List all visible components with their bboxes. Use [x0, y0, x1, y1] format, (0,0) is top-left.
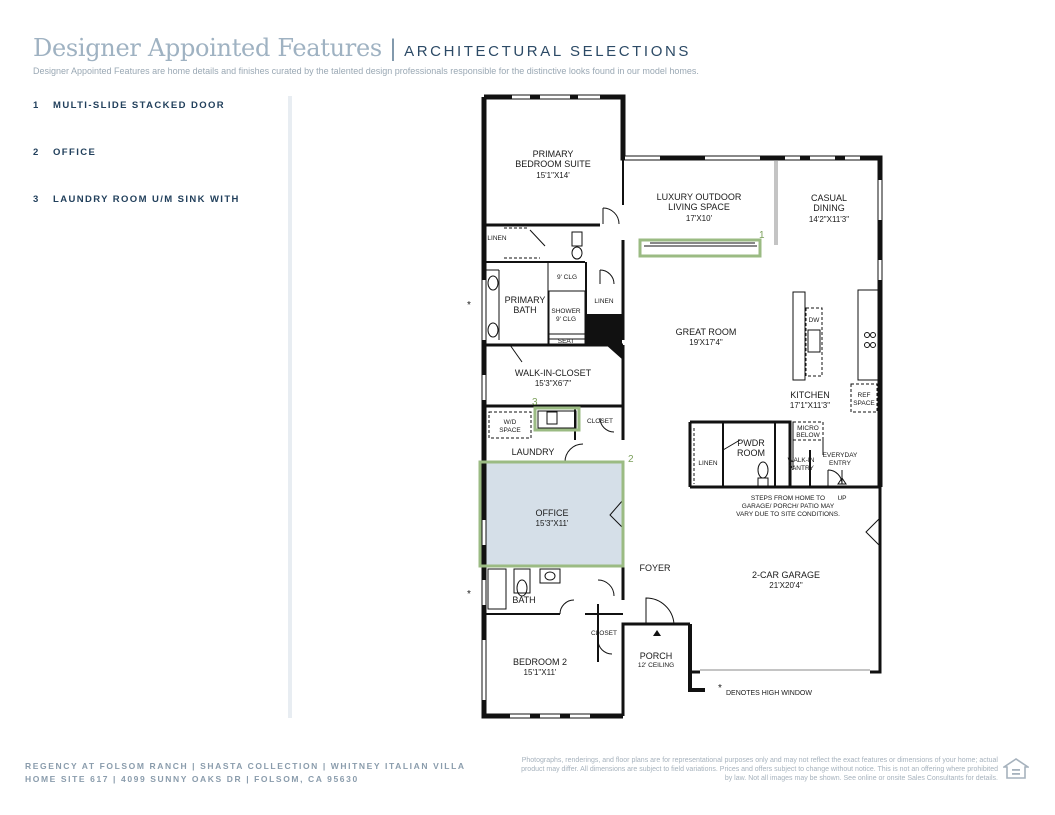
- small-label: SEAT: [557, 338, 575, 345]
- room-name: BATH: [512, 595, 536, 605]
- room-dims: 14'2"X11'3": [808, 215, 850, 224]
- steps-note-line: STEPS FROM HOME TO: [750, 495, 826, 502]
- high-window-asterisk: *: [718, 683, 722, 694]
- small-label: LINEN: [698, 460, 718, 467]
- high-window-asterisk: *: [467, 589, 471, 600]
- room-name: PORCH: [639, 651, 673, 661]
- room-name: ROOM: [737, 448, 765, 458]
- small-label: 9' CLG: [556, 274, 578, 281]
- room-name: WALK-IN-CLOSET: [514, 368, 592, 378]
- room-dims: 15'3"X11': [535, 519, 569, 528]
- small-label: ENTRY: [829, 460, 851, 467]
- small-label: SPACE: [853, 400, 875, 407]
- feature-label: OFFICE: [53, 147, 97, 158]
- footer-line-community: REGENCY AT FOLSOM RANCH | SHASTA COLLECTION | WHITNEY ITALIAN VILLA: [25, 761, 466, 771]
- room-name: BEDROOM SUITE: [515, 159, 591, 169]
- intro-text: Designer Appointed Features are home details and finishes curated by the talented design professionals responsible for the distinctive looks found in our model homes.: [33, 66, 699, 76]
- stacked-door-highlight: [640, 240, 760, 256]
- room-dims: 17'1"X11'3": [789, 401, 831, 410]
- small-label: SPACE: [499, 427, 521, 434]
- room-name: LUXURY OUTDOOR: [656, 192, 742, 202]
- small-label: MICRO: [797, 425, 819, 432]
- footer-line-homesite: HOME SITE 617 | 4099 SUNNY OAKS DR | FOLSOM, CA 95630: [25, 774, 359, 784]
- feature-list: [33, 100, 240, 241]
- feature-item: [33, 194, 240, 205]
- room-name: DINING: [813, 203, 845, 213]
- small-label: CLOSET: [586, 418, 614, 425]
- room-name: BEDROOM 2: [512, 657, 568, 667]
- feature-number: 2: [33, 147, 40, 158]
- footer-disclaimer: Photographs, renderings, and floor plans are for representational purposes only and may not reflect the exact features or dimensions of your home; actual product may differ. All dimensions are subject to field variations. Prices and offers subject to change without notice. This is not an offering where prohibited by law. Not all images may be shown. See online or onsite Sales Consultants for details.: [521, 757, 998, 782]
- room-name: FOYER: [639, 563, 671, 573]
- feature-label: MULTI-SLIDE STACKED DOOR: [53, 100, 226, 111]
- steps-note-line: GARAGE/ PORCH/ PATIO MAY: [741, 503, 835, 510]
- room-dims: 15'1"X11': [523, 668, 557, 677]
- small-label: EVERYDAY: [822, 452, 858, 459]
- room-name: 2-CAR GARAGE: [751, 570, 821, 580]
- page-subtitle: ARCHITECTURAL SELECTIONS: [404, 43, 692, 60]
- callout-number: 1: [759, 230, 765, 241]
- room-note: 12' CEILING: [637, 662, 675, 669]
- small-label: REF: [857, 392, 871, 399]
- small-label: BELOW: [796, 432, 820, 439]
- room-dims: 17'X10': [685, 214, 713, 223]
- small-label: 9' CLG: [555, 316, 577, 323]
- room-name: BATH: [513, 305, 537, 315]
- feature-item: [33, 147, 240, 158]
- high-window-asterisk: *: [467, 300, 471, 311]
- room-name: PRIMARY: [504, 295, 546, 305]
- floor-plan: [430, 90, 910, 722]
- feature-item: [33, 100, 240, 111]
- room-name: KITCHEN: [790, 390, 830, 400]
- page-title: Designer Appointed Features: [33, 34, 382, 62]
- room-name: GREAT ROOM: [675, 327, 737, 337]
- small-label: W/D: [503, 419, 517, 426]
- divider-bar: [288, 96, 292, 718]
- room-name: PRIMARY: [532, 149, 574, 159]
- title-separator: |: [389, 35, 397, 62]
- room-dims: 15'3"X6'7": [534, 379, 572, 388]
- small-label: UP: [837, 495, 847, 502]
- small-label: WALK-IN: [787, 457, 815, 464]
- equal-housing-icon: [1003, 758, 1029, 780]
- feature-number: 3: [33, 194, 40, 205]
- small-label: LINEN: [487, 235, 507, 242]
- footer-address: [25, 760, 466, 786]
- small-label: SHOWER: [551, 308, 581, 315]
- small-label: CLOSET: [590, 630, 618, 637]
- room-name: CASUAL: [810, 193, 848, 203]
- high-window-note: DENOTES HIGH WINDOW: [726, 690, 812, 697]
- small-label: DW: [808, 317, 820, 324]
- feature-label: LAUNDRY ROOM U/M SINK WITH: [53, 194, 240, 205]
- room-name: PWDR: [737, 438, 765, 448]
- callout-number: 2: [628, 454, 634, 465]
- page-header: [33, 34, 691, 63]
- room-dims: 15'1"X14': [536, 171, 570, 180]
- small-label: PANTRY: [788, 465, 814, 472]
- feature-number: 1: [33, 100, 40, 111]
- steps-note-line: VARY DUE TO SITE CONDITIONS.: [736, 511, 840, 518]
- room-name: OFFICE: [535, 508, 569, 518]
- room-dims: 19'X17'4": [689, 338, 723, 347]
- callout-number: 3: [532, 397, 538, 408]
- room-name: LAUNDRY: [511, 447, 555, 457]
- room-name: LIVING SPACE: [668, 202, 730, 212]
- small-label: LINEN: [594, 298, 614, 305]
- room-dims: 21'X20'4": [769, 581, 803, 590]
